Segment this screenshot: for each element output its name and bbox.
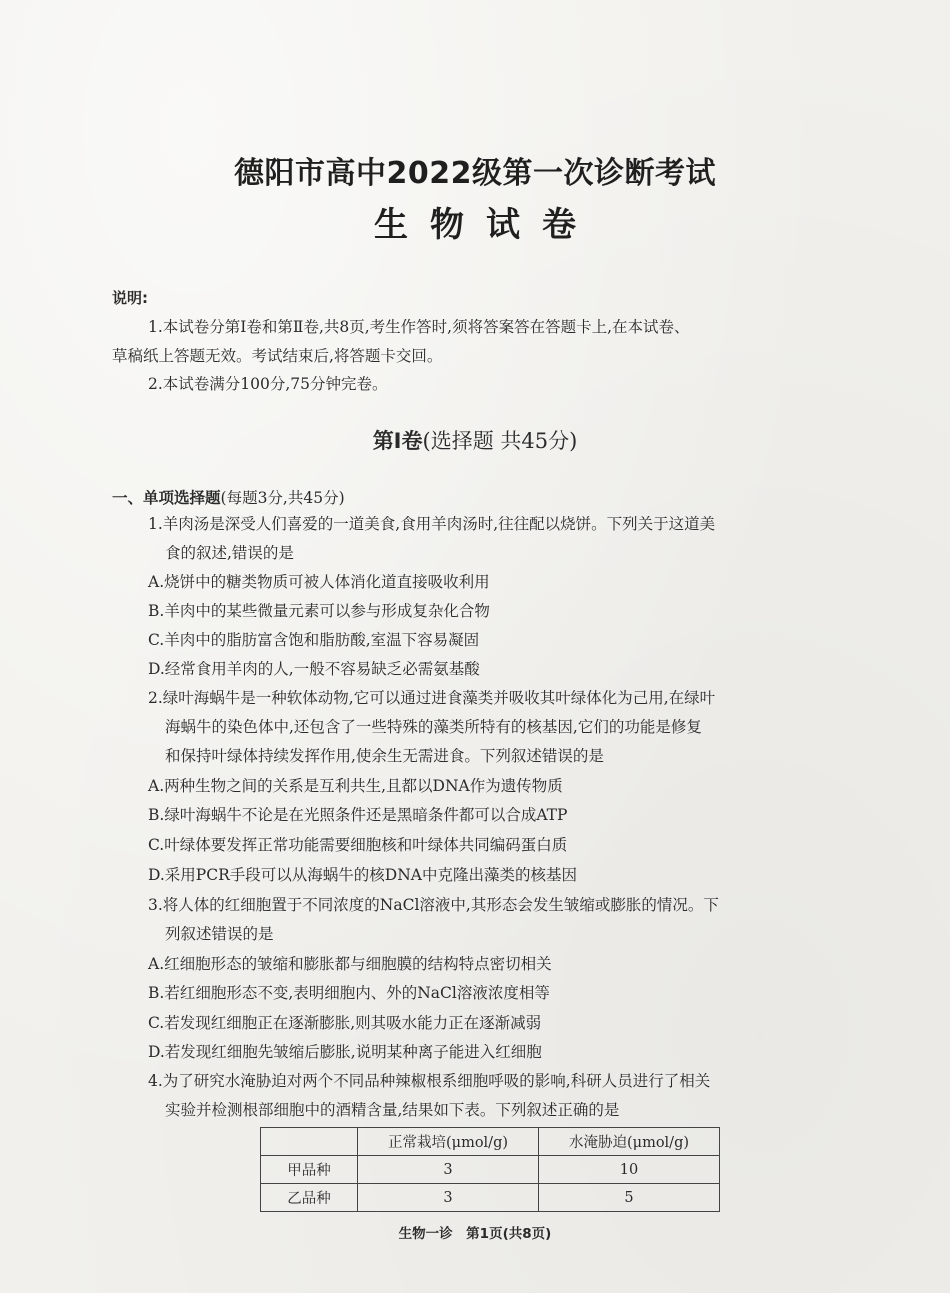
table-header-cell: [261, 1128, 358, 1156]
results-table: [260, 1127, 720, 1212]
page-footer: 生物一诊 第1页(共8页): [398, 1226, 552, 1242]
table-row: [261, 1184, 720, 1212]
table-header-row: [261, 1128, 720, 1156]
table-header-cell: 水淹胁迫(μmol/g): [539, 1128, 720, 1156]
question-option: A.烧饼中的糖类物质可被人体消化道直接吸收利用: [148, 573, 490, 591]
table-row: [261, 1156, 720, 1184]
instructions-heading: 说明:: [112, 289, 148, 307]
question-option: D.经常食用羊肉的人,一般不容易缺乏必需氨基酸: [148, 660, 480, 678]
question-stem: 2.绿叶海蜗牛是一种软体动物,它可以通过进食藻类并吸收其叶绿体化为己用,在绿叶: [148, 689, 716, 707]
section-title-bold: 第Ⅰ卷: [372, 429, 423, 453]
instruction-line-2: 2.本试卷满分100分,75分钟完卷。: [148, 375, 388, 393]
table-cell: 3: [358, 1156, 539, 1184]
question-stem: 4.为了研究水淹胁迫对两个不同品种辣椒根系细胞呼吸的影响,科研人员进行了相关: [148, 1072, 711, 1090]
question-option: A.两种生物之间的关系是互利共生,且都以DNA作为遗传物质: [148, 777, 563, 795]
question-stem: 海蜗牛的染色体中,还包含了一些特殊的藻类所特有的核基因,它们的功能是修复: [165, 718, 702, 736]
question-stem: 1.羊肉汤是深受人们喜爱的一道美食,食用羊肉汤时,往往配以烧饼。下列关于这道美: [148, 515, 716, 533]
question-option: A.红细胞形态的皱缩和膨胀都与细胞膜的结构特点密切相关: [148, 955, 552, 973]
question-option: D.采用PCR手段可以从海蜗牛的核DNA中克隆出藻类的核基因: [148, 866, 577, 884]
question-option: B.若红细胞形态不变,表明细胞内、外的NaCl溶液浓度相等: [148, 984, 550, 1002]
part-heading-rest: (每题3分,共45分): [220, 489, 345, 507]
question-option: C.叶绿体要发挥正常功能需要细胞核和叶绿体共同编码蛋白质: [148, 836, 568, 854]
question-stem: 3.将人体的红细胞置于不同浓度的NaCl溶液中,其形态会发生皱缩或膨胀的情况。下: [148, 896, 719, 914]
exam-title: 德阳市高中2022级第一次诊断考试: [234, 156, 716, 191]
part-heading: [112, 486, 345, 508]
instruction-line-1: 1.本试卷分第Ⅰ卷和第Ⅱ卷,共8页,考生作答时,须将答案答在答题卡上,在本试卷、: [148, 318, 690, 336]
question-option: B.绿叶海蜗牛不论是在光照条件还是黑暗条件都可以合成ATP: [148, 806, 568, 824]
instruction-line-1b: 草稿纸上答题无效。考试结束后,将答题卡交回。: [112, 347, 443, 365]
part-heading-bold: 一、单项选择题: [112, 489, 221, 507]
table-header-cell: 正常栽培(μmol/g): [358, 1128, 539, 1156]
table-cell: 3: [358, 1184, 539, 1212]
question-stem: 实验并检测根部细胞中的酒精含量,结果如下表。下列叙述正确的是: [165, 1101, 620, 1119]
table-cell: 乙品种: [261, 1184, 358, 1212]
table-cell: 10: [539, 1156, 720, 1184]
table-cell: 甲品种: [261, 1156, 358, 1184]
question-option: D.若发现红细胞先皱缩后膨胀,说明某种离子能进入红细胞: [148, 1043, 542, 1061]
table-cell: 5: [539, 1184, 720, 1212]
question-option: C.若发现红细胞正在逐渐膨胀,则其吸水能力正在逐渐减弱: [148, 1014, 542, 1032]
question-stem: 列叙述错误的是: [165, 925, 274, 943]
question-option: C.羊肉中的脂肪富含饱和脂肪酸,室温下容易凝固: [148, 631, 480, 649]
question-stem: 和保持叶绿体持续发挥作用,使余生无需进食。下列叙述错误的是: [165, 747, 604, 765]
question-option: B.羊肉中的某些微量元素可以参与形成复杂化合物: [148, 602, 490, 620]
section-title: [0, 425, 950, 455]
exam-subtitle: 生物试卷: [374, 205, 598, 245]
section-title-rest: (选择题 共45分): [422, 429, 578, 453]
question-stem: 食的叙述,错误的是: [165, 544, 294, 562]
